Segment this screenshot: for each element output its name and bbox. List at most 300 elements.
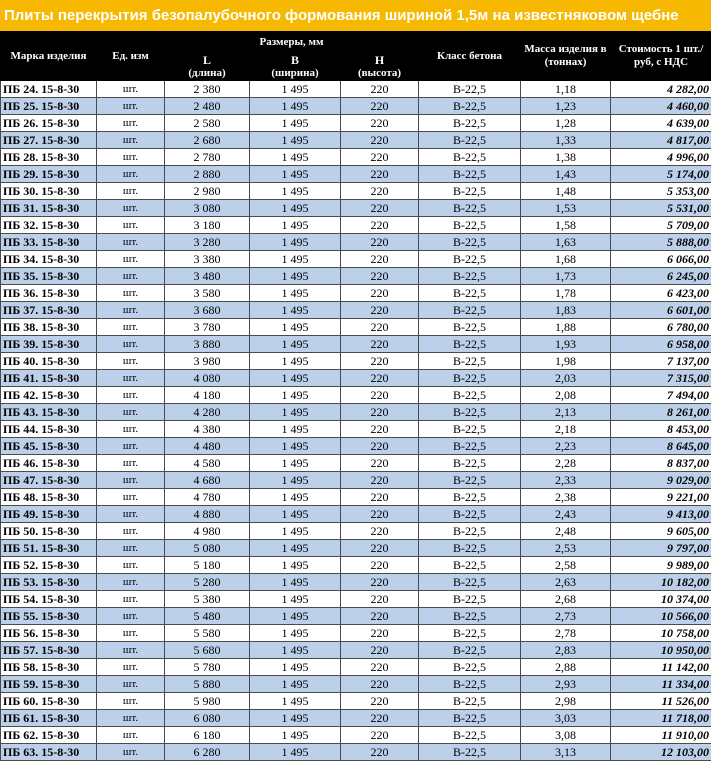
- cell-length: 3 080: [165, 200, 250, 217]
- cell-concrete: В-22,5: [419, 608, 521, 625]
- cell-mass: 2,68: [521, 591, 611, 608]
- cell-price: 6 066,00: [611, 251, 711, 268]
- cell-width: 1 495: [250, 574, 341, 591]
- cell-length: 2 980: [165, 183, 250, 200]
- cell-price: 9 989,00: [611, 557, 711, 574]
- cell-unit: шт.: [97, 523, 165, 540]
- cell-mark: ПБ 41. 15-8-30: [1, 370, 97, 387]
- table-row: [1, 387, 711, 404]
- cell-height: 220: [341, 149, 419, 166]
- table-row: [1, 166, 711, 183]
- cell-mark: ПБ 30. 15-8-30: [1, 183, 97, 200]
- cell-unit: шт.: [97, 81, 165, 98]
- table-header: [1, 32, 711, 81]
- table-row: [1, 183, 711, 200]
- cell-height: 220: [341, 455, 419, 472]
- cell-concrete: В-22,5: [419, 438, 521, 455]
- table-row: [1, 438, 711, 455]
- cell-concrete: В-22,5: [419, 455, 521, 472]
- cell-mass: 1,48: [521, 183, 611, 200]
- cell-unit: шт.: [97, 132, 165, 149]
- cell-length: 6 280: [165, 744, 250, 761]
- cell-width: 1 495: [250, 302, 341, 319]
- cell-length: 2 480: [165, 98, 250, 115]
- cell-price: 4 996,00: [611, 149, 711, 166]
- cell-concrete: В-22,5: [419, 81, 521, 98]
- cell-mark: ПБ 54. 15-8-30: [1, 591, 97, 608]
- cell-concrete: В-22,5: [419, 149, 521, 166]
- cell-unit: шт.: [97, 591, 165, 608]
- cell-mass: 3,13: [521, 744, 611, 761]
- cell-mark: ПБ 36. 15-8-30: [1, 285, 97, 302]
- cell-width: 1 495: [250, 489, 341, 506]
- cell-length: 2 580: [165, 115, 250, 132]
- cell-length: 5 680: [165, 642, 250, 659]
- cell-price: 11 910,00: [611, 727, 711, 744]
- cell-height: 220: [341, 183, 419, 200]
- cell-mass: 1,53: [521, 200, 611, 217]
- cell-width: 1 495: [250, 472, 341, 489]
- cell-length: 4 480: [165, 438, 250, 455]
- table-row: [1, 693, 711, 710]
- cell-mark: ПБ 42. 15-8-30: [1, 387, 97, 404]
- cell-mark: ПБ 33. 15-8-30: [1, 234, 97, 251]
- cell-unit: шт.: [97, 98, 165, 115]
- cell-mass: 2,93: [521, 676, 611, 693]
- cell-mark: ПБ 50. 15-8-30: [1, 523, 97, 540]
- cell-mass: 2,03: [521, 370, 611, 387]
- cell-mass: 2,43: [521, 506, 611, 523]
- cell-width: 1 495: [250, 676, 341, 693]
- cell-width: 1 495: [250, 421, 341, 438]
- cell-width: 1 495: [250, 523, 341, 540]
- table-row: [1, 336, 711, 353]
- cell-height: 220: [341, 727, 419, 744]
- cell-width: 1 495: [250, 353, 341, 370]
- cell-price: 5 888,00: [611, 234, 711, 251]
- cell-width: 1 495: [250, 234, 341, 251]
- cell-height: 220: [341, 608, 419, 625]
- cell-mass: 1,18: [521, 81, 611, 98]
- cell-unit: шт.: [97, 353, 165, 370]
- price-table: [0, 31, 711, 761]
- cell-concrete: В-22,5: [419, 285, 521, 302]
- width-letter: B: [290, 53, 299, 67]
- cell-mass: 2,33: [521, 472, 611, 489]
- cell-mark: ПБ 43. 15-8-30: [1, 404, 97, 421]
- table-row: [1, 353, 711, 370]
- table-row: [1, 81, 711, 98]
- cell-unit: шт.: [97, 251, 165, 268]
- cell-price: 10 374,00: [611, 591, 711, 608]
- cell-concrete: В-22,5: [419, 319, 521, 336]
- table-body: [1, 81, 711, 761]
- table-row: [1, 472, 711, 489]
- cell-unit: шт.: [97, 183, 165, 200]
- cell-mass: 2,23: [521, 438, 611, 455]
- cell-concrete: В-22,5: [419, 574, 521, 591]
- cell-price: 7 137,00: [611, 353, 711, 370]
- cell-height: 220: [341, 234, 419, 251]
- cell-unit: шт.: [97, 540, 165, 557]
- cell-length: 3 580: [165, 285, 250, 302]
- cell-height: 220: [341, 523, 419, 540]
- cell-height: 220: [341, 540, 419, 557]
- page-title: Плиты перекрытия безопалубочного формования шириной 1,5м на известняковом щебне: [0, 0, 711, 31]
- cell-concrete: В-22,5: [419, 591, 521, 608]
- cell-unit: шт.: [97, 574, 165, 591]
- cell-width: 1 495: [250, 642, 341, 659]
- table-row: [1, 251, 711, 268]
- cell-price: 12 103,00: [611, 744, 711, 761]
- cell-mark: ПБ 49. 15-8-30: [1, 506, 97, 523]
- cell-length: 5 180: [165, 557, 250, 574]
- cell-height: 220: [341, 166, 419, 183]
- cell-concrete: В-22,5: [419, 642, 521, 659]
- cell-concrete: В-22,5: [419, 251, 521, 268]
- cell-mark: ПБ 35. 15-8-30: [1, 268, 97, 285]
- cell-width: 1 495: [250, 268, 341, 285]
- table-row: [1, 115, 711, 132]
- cell-mass: 2,38: [521, 489, 611, 506]
- cell-concrete: В-22,5: [419, 404, 521, 421]
- cell-height: 220: [341, 625, 419, 642]
- cell-length: 3 180: [165, 217, 250, 234]
- cell-width: 1 495: [250, 625, 341, 642]
- table-row: [1, 557, 711, 574]
- table-row: [1, 642, 711, 659]
- cell-unit: шт.: [97, 387, 165, 404]
- cell-width: 1 495: [250, 166, 341, 183]
- cell-mass: 1,98: [521, 353, 611, 370]
- cell-width: 1 495: [250, 404, 341, 421]
- col-header-length: [165, 54, 250, 81]
- cell-mark: ПБ 53. 15-8-30: [1, 574, 97, 591]
- length-desc: (длина): [188, 67, 226, 79]
- table-row: [1, 302, 711, 319]
- cell-width: 1 495: [250, 659, 341, 676]
- cell-unit: шт.: [97, 642, 165, 659]
- cell-price: 4 282,00: [611, 81, 711, 98]
- cell-price: 9 029,00: [611, 472, 711, 489]
- cell-unit: шт.: [97, 472, 165, 489]
- cell-unit: шт.: [97, 421, 165, 438]
- cell-price: 7 315,00: [611, 370, 711, 387]
- cell-unit: шт.: [97, 234, 165, 251]
- cell-length: 4 780: [165, 489, 250, 506]
- cell-length: 4 280: [165, 404, 250, 421]
- width-desc: (ширина): [271, 67, 319, 79]
- cell-mark: ПБ 55. 15-8-30: [1, 608, 97, 625]
- cell-width: 1 495: [250, 608, 341, 625]
- cell-length: 5 280: [165, 574, 250, 591]
- cell-unit: шт.: [97, 115, 165, 132]
- cell-unit: шт.: [97, 149, 165, 166]
- cell-concrete: В-22,5: [419, 115, 521, 132]
- cell-height: 220: [341, 319, 419, 336]
- cell-mass: 2,08: [521, 387, 611, 404]
- cell-width: 1 495: [250, 115, 341, 132]
- cell-unit: шт.: [97, 200, 165, 217]
- cell-unit: шт.: [97, 268, 165, 285]
- cell-concrete: В-22,5: [419, 557, 521, 574]
- cell-height: 220: [341, 98, 419, 115]
- cell-price: 9 797,00: [611, 540, 711, 557]
- cell-mark: ПБ 61. 15-8-30: [1, 710, 97, 727]
- cell-height: 220: [341, 370, 419, 387]
- cell-length: 4 980: [165, 523, 250, 540]
- table-row: [1, 744, 711, 761]
- cell-mass: 1,78: [521, 285, 611, 302]
- cell-concrete: В-22,5: [419, 183, 521, 200]
- cell-length: 3 480: [165, 268, 250, 285]
- table-row: [1, 574, 711, 591]
- cell-concrete: В-22,5: [419, 421, 521, 438]
- col-header-width: [250, 54, 341, 81]
- cell-unit: шт.: [97, 455, 165, 472]
- cell-mass: 1,33: [521, 132, 611, 149]
- cell-length: 4 180: [165, 387, 250, 404]
- cell-price: 10 566,00: [611, 608, 711, 625]
- cell-mark: ПБ 44. 15-8-30: [1, 421, 97, 438]
- table-row: [1, 217, 711, 234]
- cell-price: 4 460,00: [611, 98, 711, 115]
- cell-price: 10 950,00: [611, 642, 711, 659]
- table-row: [1, 455, 711, 472]
- cell-mark: ПБ 26. 15-8-30: [1, 115, 97, 132]
- cell-height: 220: [341, 421, 419, 438]
- cell-mark: ПБ 27. 15-8-30: [1, 132, 97, 149]
- cell-length: 3 880: [165, 336, 250, 353]
- cell-height: 220: [341, 557, 419, 574]
- cell-concrete: В-22,5: [419, 200, 521, 217]
- cell-price: 11 718,00: [611, 710, 711, 727]
- cell-concrete: В-22,5: [419, 217, 521, 234]
- cell-concrete: В-22,5: [419, 472, 521, 489]
- cell-concrete: В-22,5: [419, 370, 521, 387]
- cell-concrete: В-22,5: [419, 625, 521, 642]
- cell-height: 220: [341, 251, 419, 268]
- cell-price: 8 645,00: [611, 438, 711, 455]
- cell-concrete: В-22,5: [419, 302, 521, 319]
- cell-mass: 2,73: [521, 608, 611, 625]
- table-row: [1, 523, 711, 540]
- cell-mark: ПБ 45. 15-8-30: [1, 438, 97, 455]
- cell-width: 1 495: [250, 285, 341, 302]
- table-row: [1, 234, 711, 251]
- cell-mark: ПБ 51. 15-8-30: [1, 540, 97, 557]
- cell-unit: шт.: [97, 744, 165, 761]
- cell-mark: ПБ 47. 15-8-30: [1, 472, 97, 489]
- cell-unit: шт.: [97, 217, 165, 234]
- cell-unit: шт.: [97, 625, 165, 642]
- cell-unit: шт.: [97, 506, 165, 523]
- cell-width: 1 495: [250, 183, 341, 200]
- cell-length: 2 780: [165, 149, 250, 166]
- cell-height: 220: [341, 693, 419, 710]
- cell-unit: шт.: [97, 438, 165, 455]
- col-header-concrete: Класс бетона: [419, 32, 521, 81]
- cell-concrete: В-22,5: [419, 710, 521, 727]
- cell-unit: шт.: [97, 370, 165, 387]
- cell-price: 6 423,00: [611, 285, 711, 302]
- cell-unit: шт.: [97, 557, 165, 574]
- table-row: [1, 710, 711, 727]
- cell-unit: шт.: [97, 676, 165, 693]
- cell-height: 220: [341, 472, 419, 489]
- cell-price: 8 453,00: [611, 421, 711, 438]
- table-row: [1, 591, 711, 608]
- cell-concrete: В-22,5: [419, 234, 521, 251]
- cell-mark: ПБ 34. 15-8-30: [1, 251, 97, 268]
- cell-unit: шт.: [97, 319, 165, 336]
- height-letter: H: [374, 53, 385, 67]
- cell-mark: ПБ 46. 15-8-30: [1, 455, 97, 472]
- cell-concrete: В-22,5: [419, 353, 521, 370]
- cell-concrete: В-22,5: [419, 523, 521, 540]
- cell-mark: ПБ 52. 15-8-30: [1, 557, 97, 574]
- cell-width: 1 495: [250, 251, 341, 268]
- cell-width: 1 495: [250, 81, 341, 98]
- cell-mark: ПБ 31. 15-8-30: [1, 200, 97, 217]
- cell-width: 1 495: [250, 200, 341, 217]
- cell-mark: ПБ 59. 15-8-30: [1, 676, 97, 693]
- cell-price: 10 758,00: [611, 625, 711, 642]
- cell-concrete: В-22,5: [419, 540, 521, 557]
- cell-price: 11 526,00: [611, 693, 711, 710]
- cell-length: 3 980: [165, 353, 250, 370]
- cell-mark: ПБ 56. 15-8-30: [1, 625, 97, 642]
- cell-width: 1 495: [250, 455, 341, 472]
- table-row: [1, 540, 711, 557]
- cell-mass: 1,68: [521, 251, 611, 268]
- cell-mass: 2,63: [521, 574, 611, 591]
- cell-concrete: В-22,5: [419, 268, 521, 285]
- cell-length: 3 680: [165, 302, 250, 319]
- cell-mass: 1,63: [521, 234, 611, 251]
- cell-mark: ПБ 24. 15-8-30: [1, 81, 97, 98]
- cell-price: 6 245,00: [611, 268, 711, 285]
- cell-length: 4 680: [165, 472, 250, 489]
- table-row: [1, 319, 711, 336]
- cell-mass: 1,73: [521, 268, 611, 285]
- cell-width: 1 495: [250, 540, 341, 557]
- cell-height: 220: [341, 132, 419, 149]
- cell-length: 2 680: [165, 132, 250, 149]
- cell-concrete: В-22,5: [419, 676, 521, 693]
- cell-concrete: В-22,5: [419, 489, 521, 506]
- cell-length: 5 380: [165, 591, 250, 608]
- cell-mark: ПБ 57. 15-8-30: [1, 642, 97, 659]
- cell-unit: шт.: [97, 693, 165, 710]
- cell-height: 220: [341, 217, 419, 234]
- cell-width: 1 495: [250, 710, 341, 727]
- cell-length: 3 380: [165, 251, 250, 268]
- cell-price: 4 639,00: [611, 115, 711, 132]
- cell-height: 220: [341, 115, 419, 132]
- cell-length: 5 780: [165, 659, 250, 676]
- cell-length: 3 280: [165, 234, 250, 251]
- cell-price: 6 780,00: [611, 319, 711, 336]
- cell-height: 220: [341, 642, 419, 659]
- cell-length: 4 380: [165, 421, 250, 438]
- table-row: [1, 132, 711, 149]
- table-row: [1, 200, 711, 217]
- cell-width: 1 495: [250, 387, 341, 404]
- cell-height: 220: [341, 710, 419, 727]
- cell-price: 6 601,00: [611, 302, 711, 319]
- cell-mark: ПБ 60. 15-8-30: [1, 693, 97, 710]
- cell-mass: 3,08: [521, 727, 611, 744]
- cell-mass: 2,18: [521, 421, 611, 438]
- table-row: [1, 285, 711, 302]
- cell-unit: шт.: [97, 336, 165, 353]
- cell-price: 9 605,00: [611, 523, 711, 540]
- cell-width: 1 495: [250, 319, 341, 336]
- cell-price: 5 174,00: [611, 166, 711, 183]
- cell-height: 220: [341, 336, 419, 353]
- cell-unit: шт.: [97, 608, 165, 625]
- col-header-unit: Ед. изм: [97, 32, 165, 81]
- cell-mass: 1,43: [521, 166, 611, 183]
- cell-concrete: В-22,5: [419, 693, 521, 710]
- cell-mark: ПБ 40. 15-8-30: [1, 353, 97, 370]
- table-row: [1, 676, 711, 693]
- cell-width: 1 495: [250, 693, 341, 710]
- cell-height: 220: [341, 81, 419, 98]
- table-row: [1, 149, 711, 166]
- cell-mark: ПБ 62. 15-8-30: [1, 727, 97, 744]
- cell-height: 220: [341, 676, 419, 693]
- cell-unit: шт.: [97, 727, 165, 744]
- cell-mass: 1,38: [521, 149, 611, 166]
- col-header-mass: Масса изделия в (тоннах): [521, 32, 611, 81]
- table-row: [1, 404, 711, 421]
- cell-mass: 1,93: [521, 336, 611, 353]
- cell-mark: ПБ 39. 15-8-30: [1, 336, 97, 353]
- cell-price: 5 709,00: [611, 217, 711, 234]
- table-row: [1, 489, 711, 506]
- cell-length: 2 380: [165, 81, 250, 98]
- cell-concrete: В-22,5: [419, 506, 521, 523]
- cell-mass: 2,83: [521, 642, 611, 659]
- table-row: [1, 727, 711, 744]
- col-header-height: [341, 54, 419, 81]
- cell-price: 9 221,00: [611, 489, 711, 506]
- table-row: [1, 608, 711, 625]
- cell-width: 1 495: [250, 557, 341, 574]
- cell-concrete: В-22,5: [419, 727, 521, 744]
- cell-width: 1 495: [250, 370, 341, 387]
- cell-unit: шт.: [97, 659, 165, 676]
- cell-width: 1 495: [250, 217, 341, 234]
- table-row: [1, 506, 711, 523]
- cell-mass: 1,58: [521, 217, 611, 234]
- cell-height: 220: [341, 506, 419, 523]
- cell-height: 220: [341, 574, 419, 591]
- cell-length: 3 780: [165, 319, 250, 336]
- cell-width: 1 495: [250, 506, 341, 523]
- cell-price: 8 837,00: [611, 455, 711, 472]
- cell-height: 220: [341, 302, 419, 319]
- cell-height: 220: [341, 268, 419, 285]
- cell-length: 5 580: [165, 625, 250, 642]
- cell-width: 1 495: [250, 149, 341, 166]
- cell-width: 1 495: [250, 591, 341, 608]
- cell-height: 220: [341, 404, 419, 421]
- cell-length: 5 880: [165, 676, 250, 693]
- cell-length: 4 080: [165, 370, 250, 387]
